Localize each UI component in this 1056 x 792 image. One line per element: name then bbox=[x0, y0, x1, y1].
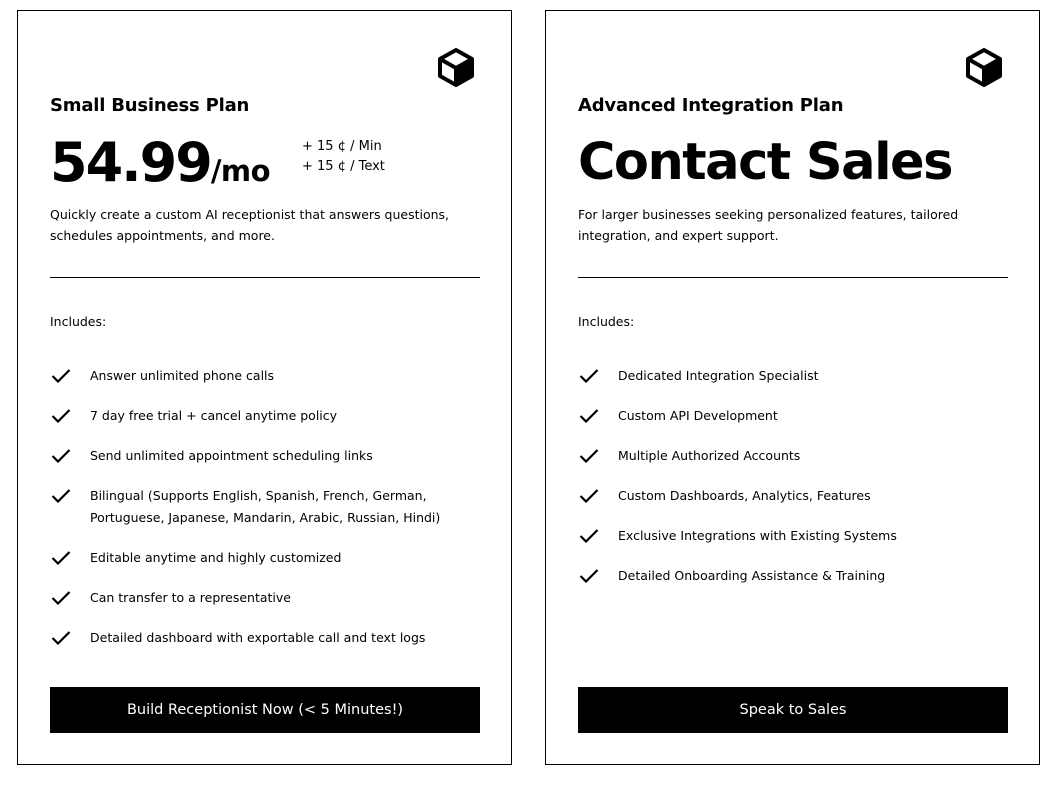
divider bbox=[578, 277, 1008, 278]
plan-description: For larger businesses seeking personalized features, tailored integration, and expert support. bbox=[578, 207, 959, 243]
feature-text: Detailed dashboard with exportable call and text logs bbox=[90, 630, 426, 645]
checkmark-icon bbox=[579, 409, 599, 423]
feature-text: Send unlimited appointment scheduling links bbox=[90, 448, 373, 463]
checkmark-icon bbox=[579, 369, 599, 383]
checkmark-icon bbox=[51, 591, 71, 605]
speak-to-sales-button[interactable]: Speak to Sales bbox=[578, 687, 1008, 733]
feature-item bbox=[50, 445, 480, 467]
feature-item bbox=[578, 365, 1008, 387]
plan-name: Small Business Plan bbox=[50, 95, 250, 116]
checkmark-icon bbox=[579, 569, 599, 583]
feature-text: Detailed Onboarding Assistance & Training bbox=[618, 568, 886, 583]
feature-item bbox=[578, 485, 1008, 507]
cube-icon bbox=[437, 47, 475, 87]
feature-item bbox=[50, 627, 480, 649]
checkmark-icon bbox=[51, 631, 71, 645]
feature-list bbox=[578, 365, 1008, 605]
checkmark-icon bbox=[51, 409, 71, 423]
includes-label: Includes: bbox=[50, 314, 107, 329]
checkmark-icon bbox=[579, 529, 599, 543]
feature-text: Editable anytime and highly customized bbox=[90, 550, 342, 565]
checkmark-icon bbox=[51, 489, 71, 503]
feature-item bbox=[50, 547, 480, 569]
feature-text: Can transfer to a representative bbox=[90, 590, 291, 605]
checkmark-icon bbox=[579, 489, 599, 503]
plan-description: Quickly create a custom AI receptionist that answers questions, schedules appointments, and more. bbox=[50, 207, 450, 243]
feature-item bbox=[50, 587, 480, 609]
feature-item bbox=[50, 485, 480, 529]
feature-item bbox=[50, 365, 480, 387]
checkmark-icon bbox=[51, 369, 71, 383]
feature-text: Exclusive Integrations with Existing Systems bbox=[618, 528, 897, 543]
extra-fee-per-text: + 15 ¢ / Text bbox=[302, 159, 385, 174]
feature-item bbox=[50, 405, 480, 427]
feature-item bbox=[578, 565, 1008, 587]
feature-text: Multiple Authorized Accounts bbox=[618, 448, 801, 463]
feature-text: Dedicated Integration Specialist bbox=[618, 368, 819, 383]
divider bbox=[50, 277, 480, 278]
pricing-card-small-business bbox=[17, 10, 512, 765]
price-unit: /mo bbox=[210, 154, 271, 188]
plan-name: Advanced Integration Plan bbox=[578, 95, 844, 116]
feature-item bbox=[578, 405, 1008, 427]
feature-text: Bilingual (Supports English, Spanish, French, German, Portuguese, Japanese, Mandarin, Arabic, Russian, Hindi) bbox=[90, 488, 441, 525]
checkmark-icon bbox=[51, 449, 71, 463]
extra-fee-per-minute: + 15 ¢ / Min bbox=[302, 139, 382, 154]
contact-sales-headline: Contact Sales bbox=[578, 133, 953, 192]
feature-text: Custom API Development bbox=[618, 408, 778, 423]
price-amount: 54.99 bbox=[50, 131, 211, 194]
checkmark-icon bbox=[51, 551, 71, 565]
price bbox=[50, 133, 270, 193]
checkmark-icon bbox=[579, 449, 599, 463]
includes-label: Includes: bbox=[578, 314, 635, 329]
cube-icon bbox=[965, 47, 1003, 87]
extra-fees bbox=[302, 137, 385, 177]
feature-item bbox=[578, 525, 1008, 547]
feature-text: Custom Dashboards, Analytics, Features bbox=[618, 488, 871, 503]
feature-item bbox=[578, 445, 1008, 467]
feature-list bbox=[50, 365, 480, 667]
build-receptionist-button[interactable]: Build Receptionist Now (< 5 Minutes!) bbox=[50, 687, 480, 733]
feature-text: 7 day free trial + cancel anytime policy bbox=[90, 408, 338, 423]
pricing-card-advanced-integration bbox=[545, 10, 1040, 765]
feature-text: Answer unlimited phone calls bbox=[90, 368, 275, 383]
